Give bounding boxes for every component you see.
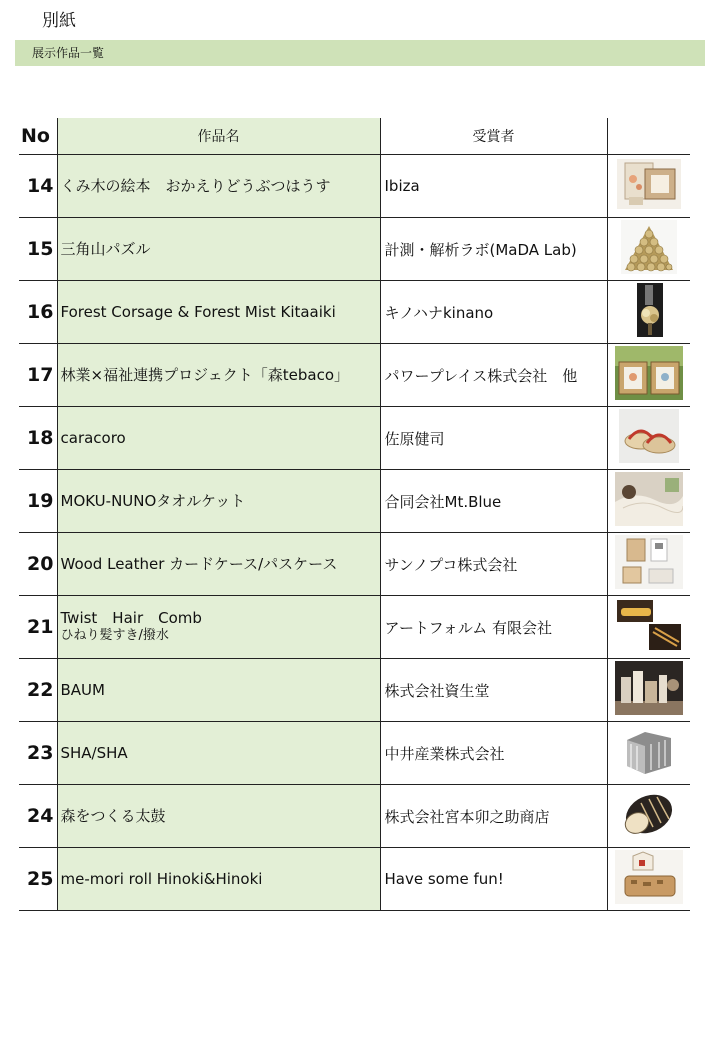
- row-title: Twist Hair Comb: [60, 609, 202, 627]
- corsage-photo: [615, 283, 683, 337]
- row-awardee: 計測・解析ラボ(MaDA Lab): [380, 218, 607, 281]
- row-no: 21: [19, 596, 57, 659]
- picture-book-photo: [615, 157, 683, 211]
- row-title: MOKU-NUNOタオルケット: [57, 470, 380, 533]
- works-table: [19, 118, 690, 911]
- row-title-multiline: [57, 596, 380, 659]
- table-row: [19, 785, 690, 848]
- row-no: 19: [19, 470, 57, 533]
- row-awardee: アートフォルム 有限会社: [380, 596, 607, 659]
- row-no: 22: [19, 659, 57, 722]
- table-row: [19, 596, 690, 659]
- table-row: [19, 407, 690, 470]
- row-no: 23: [19, 722, 57, 785]
- row-awardee: サンノプコ株式会社: [380, 533, 607, 596]
- shasha-box-photo: [615, 724, 683, 778]
- sandals-photo: [615, 409, 683, 463]
- table-row: [19, 155, 690, 218]
- table-row: [19, 281, 690, 344]
- section-title: 展示作品一覧: [32, 46, 105, 60]
- tebaco-frame-photo: [615, 346, 683, 400]
- table-row: [19, 659, 690, 722]
- row-awardee: 株式会社資生堂: [380, 659, 607, 722]
- row-title: 森をつくる太鼓: [57, 785, 380, 848]
- table-row: [19, 218, 690, 281]
- row-awardee: パワープレイス株式会社 他: [380, 344, 607, 407]
- row-awardee: 合同会社Mt.Blue: [380, 470, 607, 533]
- row-title: くみ木の絵本 おかえりどうぶつはうす: [57, 155, 380, 218]
- header-image: [607, 118, 690, 155]
- hair-comb-photo: [615, 598, 683, 652]
- row-title: me-mori roll Hinoki&Hinoki: [57, 848, 380, 911]
- row-title: SHA/SHA: [57, 722, 380, 785]
- row-title: Forest Corsage & Forest Mist Kitaaiki: [57, 281, 380, 344]
- table-row: [19, 722, 690, 785]
- row-awardee: キノハナkinano: [380, 281, 607, 344]
- row-no: 24: [19, 785, 57, 848]
- table-header-row: [19, 118, 690, 155]
- row-title: caracoro: [57, 407, 380, 470]
- row-no: 18: [19, 407, 57, 470]
- hinoki-roll-photo: [615, 850, 683, 904]
- towel-blanket-photo: [615, 472, 683, 526]
- table-row: [19, 470, 690, 533]
- row-no: 25: [19, 848, 57, 911]
- header-awardee: 受賞者: [380, 118, 607, 155]
- row-title: Wood Leather カードケース/パスケース: [57, 533, 380, 596]
- section-title-bar: [15, 40, 705, 66]
- table-row: [19, 344, 690, 407]
- cosmetics-bottles-photo: [615, 661, 683, 715]
- table-row: [19, 533, 690, 596]
- row-awardee: Ibiza: [380, 155, 607, 218]
- row-title: 三角山パズル: [57, 218, 380, 281]
- row-awardee: 株式会社宮本卯之助商店: [380, 785, 607, 848]
- document-label: 別紙: [42, 11, 76, 31]
- row-awardee: 佐原健司: [380, 407, 607, 470]
- row-no: 15: [19, 218, 57, 281]
- triangle-puzzle-photo: [615, 220, 683, 274]
- row-awardee: 中井産業株式会社: [380, 722, 607, 785]
- header-no: No: [19, 118, 57, 155]
- row-title-line2: ひねり髪すき/撥水: [60, 628, 169, 643]
- row-title: BAUM: [57, 659, 380, 722]
- row-awardee: Have some fun!: [380, 848, 607, 911]
- row-title: 林業×福祉連携プロジェクト「森tebaco」: [57, 344, 380, 407]
- card-case-photo: [615, 535, 683, 589]
- row-no: 16: [19, 281, 57, 344]
- drum-photo: [615, 787, 683, 841]
- row-no: 20: [19, 533, 57, 596]
- row-no: 14: [19, 155, 57, 218]
- header-title: 作品名: [57, 118, 380, 155]
- row-no: 17: [19, 344, 57, 407]
- table-row: [19, 848, 690, 911]
